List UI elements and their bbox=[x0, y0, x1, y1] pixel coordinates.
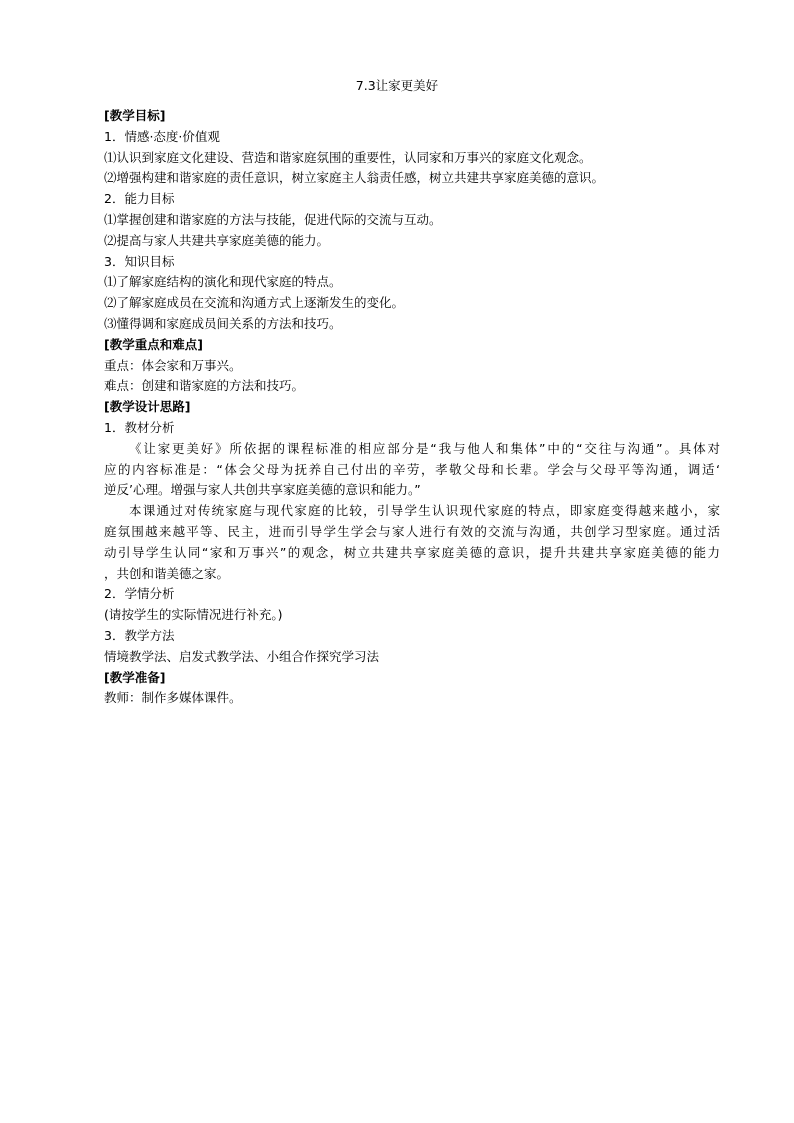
paragraph-line: 庭氛围越来越平等、民主，进而引导学生学会与家人进行有效的交流与沟通，共创学习型家庭。通过活 bbox=[104, 523, 720, 539]
list-item: ⑵了解家庭成员在交流和沟通方式上逐渐发生的变化。 bbox=[104, 295, 405, 311]
methods-line: 情境教学法、启发式教学法、小组合作探究学习法 bbox=[104, 648, 380, 664]
subheading-values: 1．情感·态度·价值观 bbox=[104, 128, 220, 144]
list-item: ⑴认识到家庭文化建设、营造和谐家庭氛围的重要性，认同家和万事兴的家庭文化观念。 bbox=[104, 149, 592, 165]
section-heading-preparation: [教学准备] bbox=[104, 669, 166, 685]
subheading-textbook-analysis: 1．教材分析 bbox=[104, 419, 175, 435]
paragraph-line: ，共创和谐美德之家。 bbox=[104, 565, 230, 581]
key-point-line: 重点：体会家和万事兴。 bbox=[104, 357, 242, 373]
paragraph-line: 本课通过对传统家庭与现代家庭的比较，引导学生认识现代家庭的特点，即家庭变得越来越小，家 bbox=[129, 503, 720, 519]
list-item: ⑴掌握创建和谐家庭的方法与技能，促进代际的交流与互动。 bbox=[104, 211, 442, 227]
document-body bbox=[104, 106, 720, 709]
section-heading-objectives: [教学目标] bbox=[104, 108, 166, 123]
note-line: (请按学生的实际情况进行补充。) bbox=[104, 607, 283, 623]
paragraph-line: 《让家更美好》所依据的课程标准的相应部分是“我与他人和集体”中的“交往与沟通”。具体对 bbox=[129, 440, 720, 456]
list-item: ⑴了解家庭结构的演化和现代家庭的特点。 bbox=[104, 274, 342, 290]
paragraph-line: 应的内容标准是：“体会父母为抚养自己付出的辛劳，孝敬父母和长辈。学会与父母平等沟通，调适‘ bbox=[104, 461, 720, 477]
document-title: 7.3让家更美好 bbox=[355, 78, 439, 93]
paragraph-line: 动引导学生认同“家和万事兴”的观念，树立共建共享家庭美德的意识，提升共建共享家庭美德的能力 bbox=[104, 544, 720, 560]
list-item: ⑵提高与家人共建共享家庭美德的能力。 bbox=[104, 232, 330, 248]
paragraph-line: 逆反’心理。增强与家人共创共享家庭美德的意识和能力。” bbox=[104, 482, 421, 498]
list-item: ⑵增强构建和谐家庭的责任意识，树立家庭主人翁责任感，树立共建共享家庭美德的意识。 bbox=[104, 170, 605, 186]
preparation-line: 教师：制作多媒体课件。 bbox=[104, 690, 242, 706]
list-item: ⑶懂得调和家庭成员间关系的方法和技巧。 bbox=[104, 315, 342, 331]
section-heading-design: [教学设计思路] bbox=[104, 399, 191, 415]
section-heading-key-points: [教学重点和难点] bbox=[104, 336, 203, 352]
subheading-teaching-methods: 3．教学方法 bbox=[104, 627, 175, 643]
subheading-knowledge: 3．知识目标 bbox=[104, 253, 175, 269]
subheading-ability: 2．能力目标 bbox=[104, 191, 175, 207]
difficulty-line: 难点：创建和谐家庭的方法和技巧。 bbox=[104, 378, 305, 394]
subheading-student-analysis: 2．学情分析 bbox=[104, 586, 175, 602]
